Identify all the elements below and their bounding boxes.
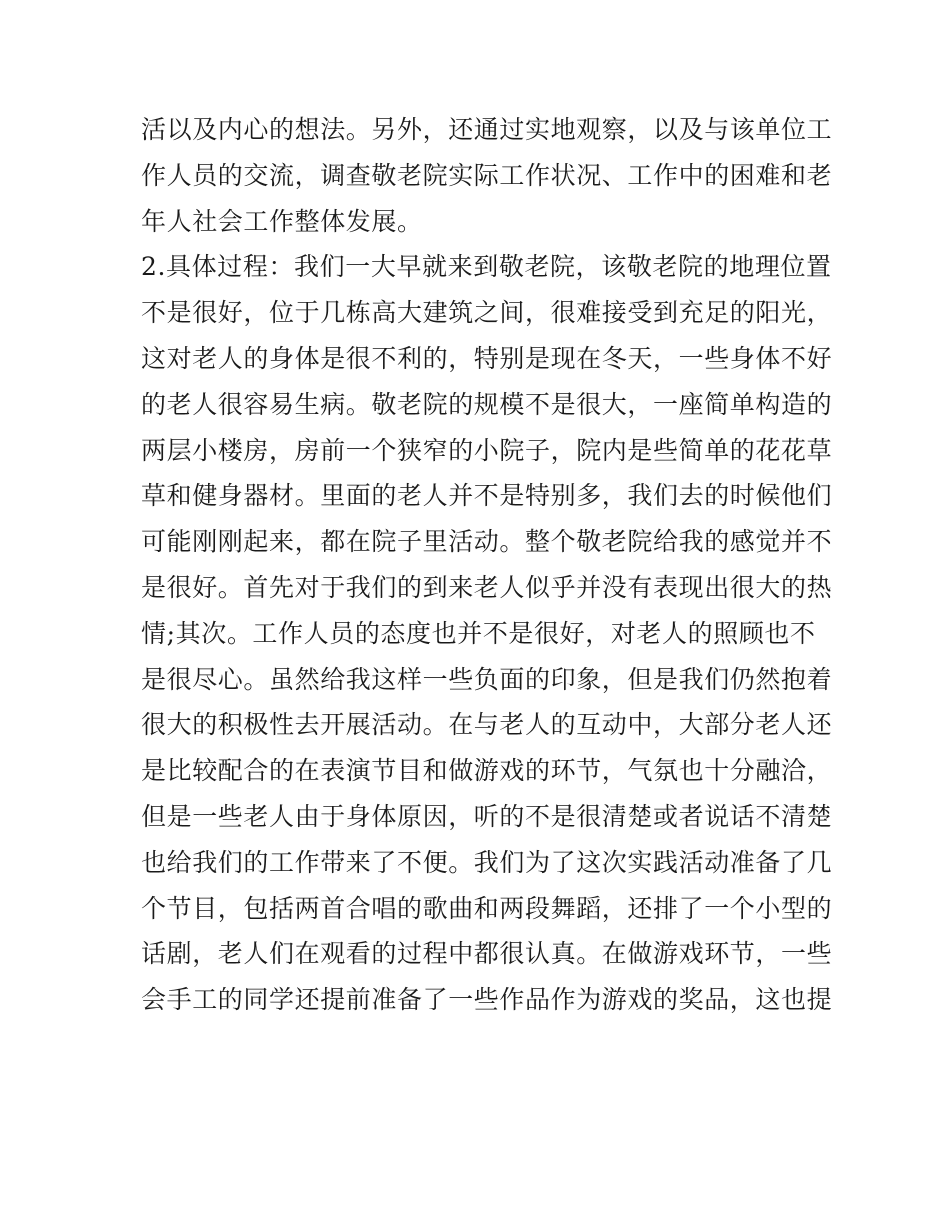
text-line: 情;其次。工作人员的态度也并不是很好，对老人的照顾也不	[141, 618, 816, 648]
body-text	[141, 107, 833, 1023]
text-line: 是很好。首先对于我们的到来老人似乎并没有表现出很大的热	[141, 572, 833, 602]
text-line: 年人社会工作整体发展。	[141, 206, 423, 236]
text-line: 个节目，包括两首合唱的歌曲和两段舞蹈，还排了一个小型的	[141, 893, 833, 923]
text-line: 这对老人的身体是很不利的，特别是现在冬天，一些身体不好	[141, 343, 833, 373]
text-line: 话剧，老人们在观看的过程中都很认真。在做游戏环节，一些	[141, 939, 833, 969]
text-line: 不是很好，位于几栋高大建筑之间，很难接受到充足的阳光，	[141, 298, 833, 328]
text-line: 可能刚刚起来，都在院子里活动。整个敬老院给我的感觉并不	[141, 527, 833, 557]
text-line: 但是一些老人由于身体原因，听的不是很清楚或者说话不清楚	[141, 801, 833, 831]
text-line: 草和健身器材。里面的老人并不是特别多，我们去的时候他们	[141, 481, 833, 511]
text-line: 很大的积极性去开展活动。在与老人的互动中，大部分老人还	[141, 710, 833, 740]
text-line: 也给我们的工作带来了不便。我们为了这次实践活动准备了几	[141, 847, 833, 877]
text-line: 2.具体过程：我们一大早就来到敬老院，该敬老院的地理位置	[141, 252, 832, 282]
text-line: 的老人很容易生病。敬老院的规模不是很大，一座简单构造的	[141, 389, 833, 419]
text-line: 两层小楼房，房前一个狭窄的小院子，院内是些简单的花花草	[141, 435, 833, 465]
text-line: 作人员的交流，调查敬老院实际工作状况、工作中的困难和老	[141, 160, 833, 190]
text-line: 活以及内心的想法。另外，还通过实地观察，以及与该单位工	[141, 115, 833, 144]
text-line: 会手工的同学还提前准备了一些作品作为游戏的奖品，这也提	[141, 985, 833, 1015]
text-line: 是很尽心。虽然给我这样一些负面的印象，但是我们仍然抱着	[141, 664, 833, 694]
text-line: 是比较配合的在表演节目和做游戏的环节，气氛也十分融洽，	[141, 756, 833, 786]
